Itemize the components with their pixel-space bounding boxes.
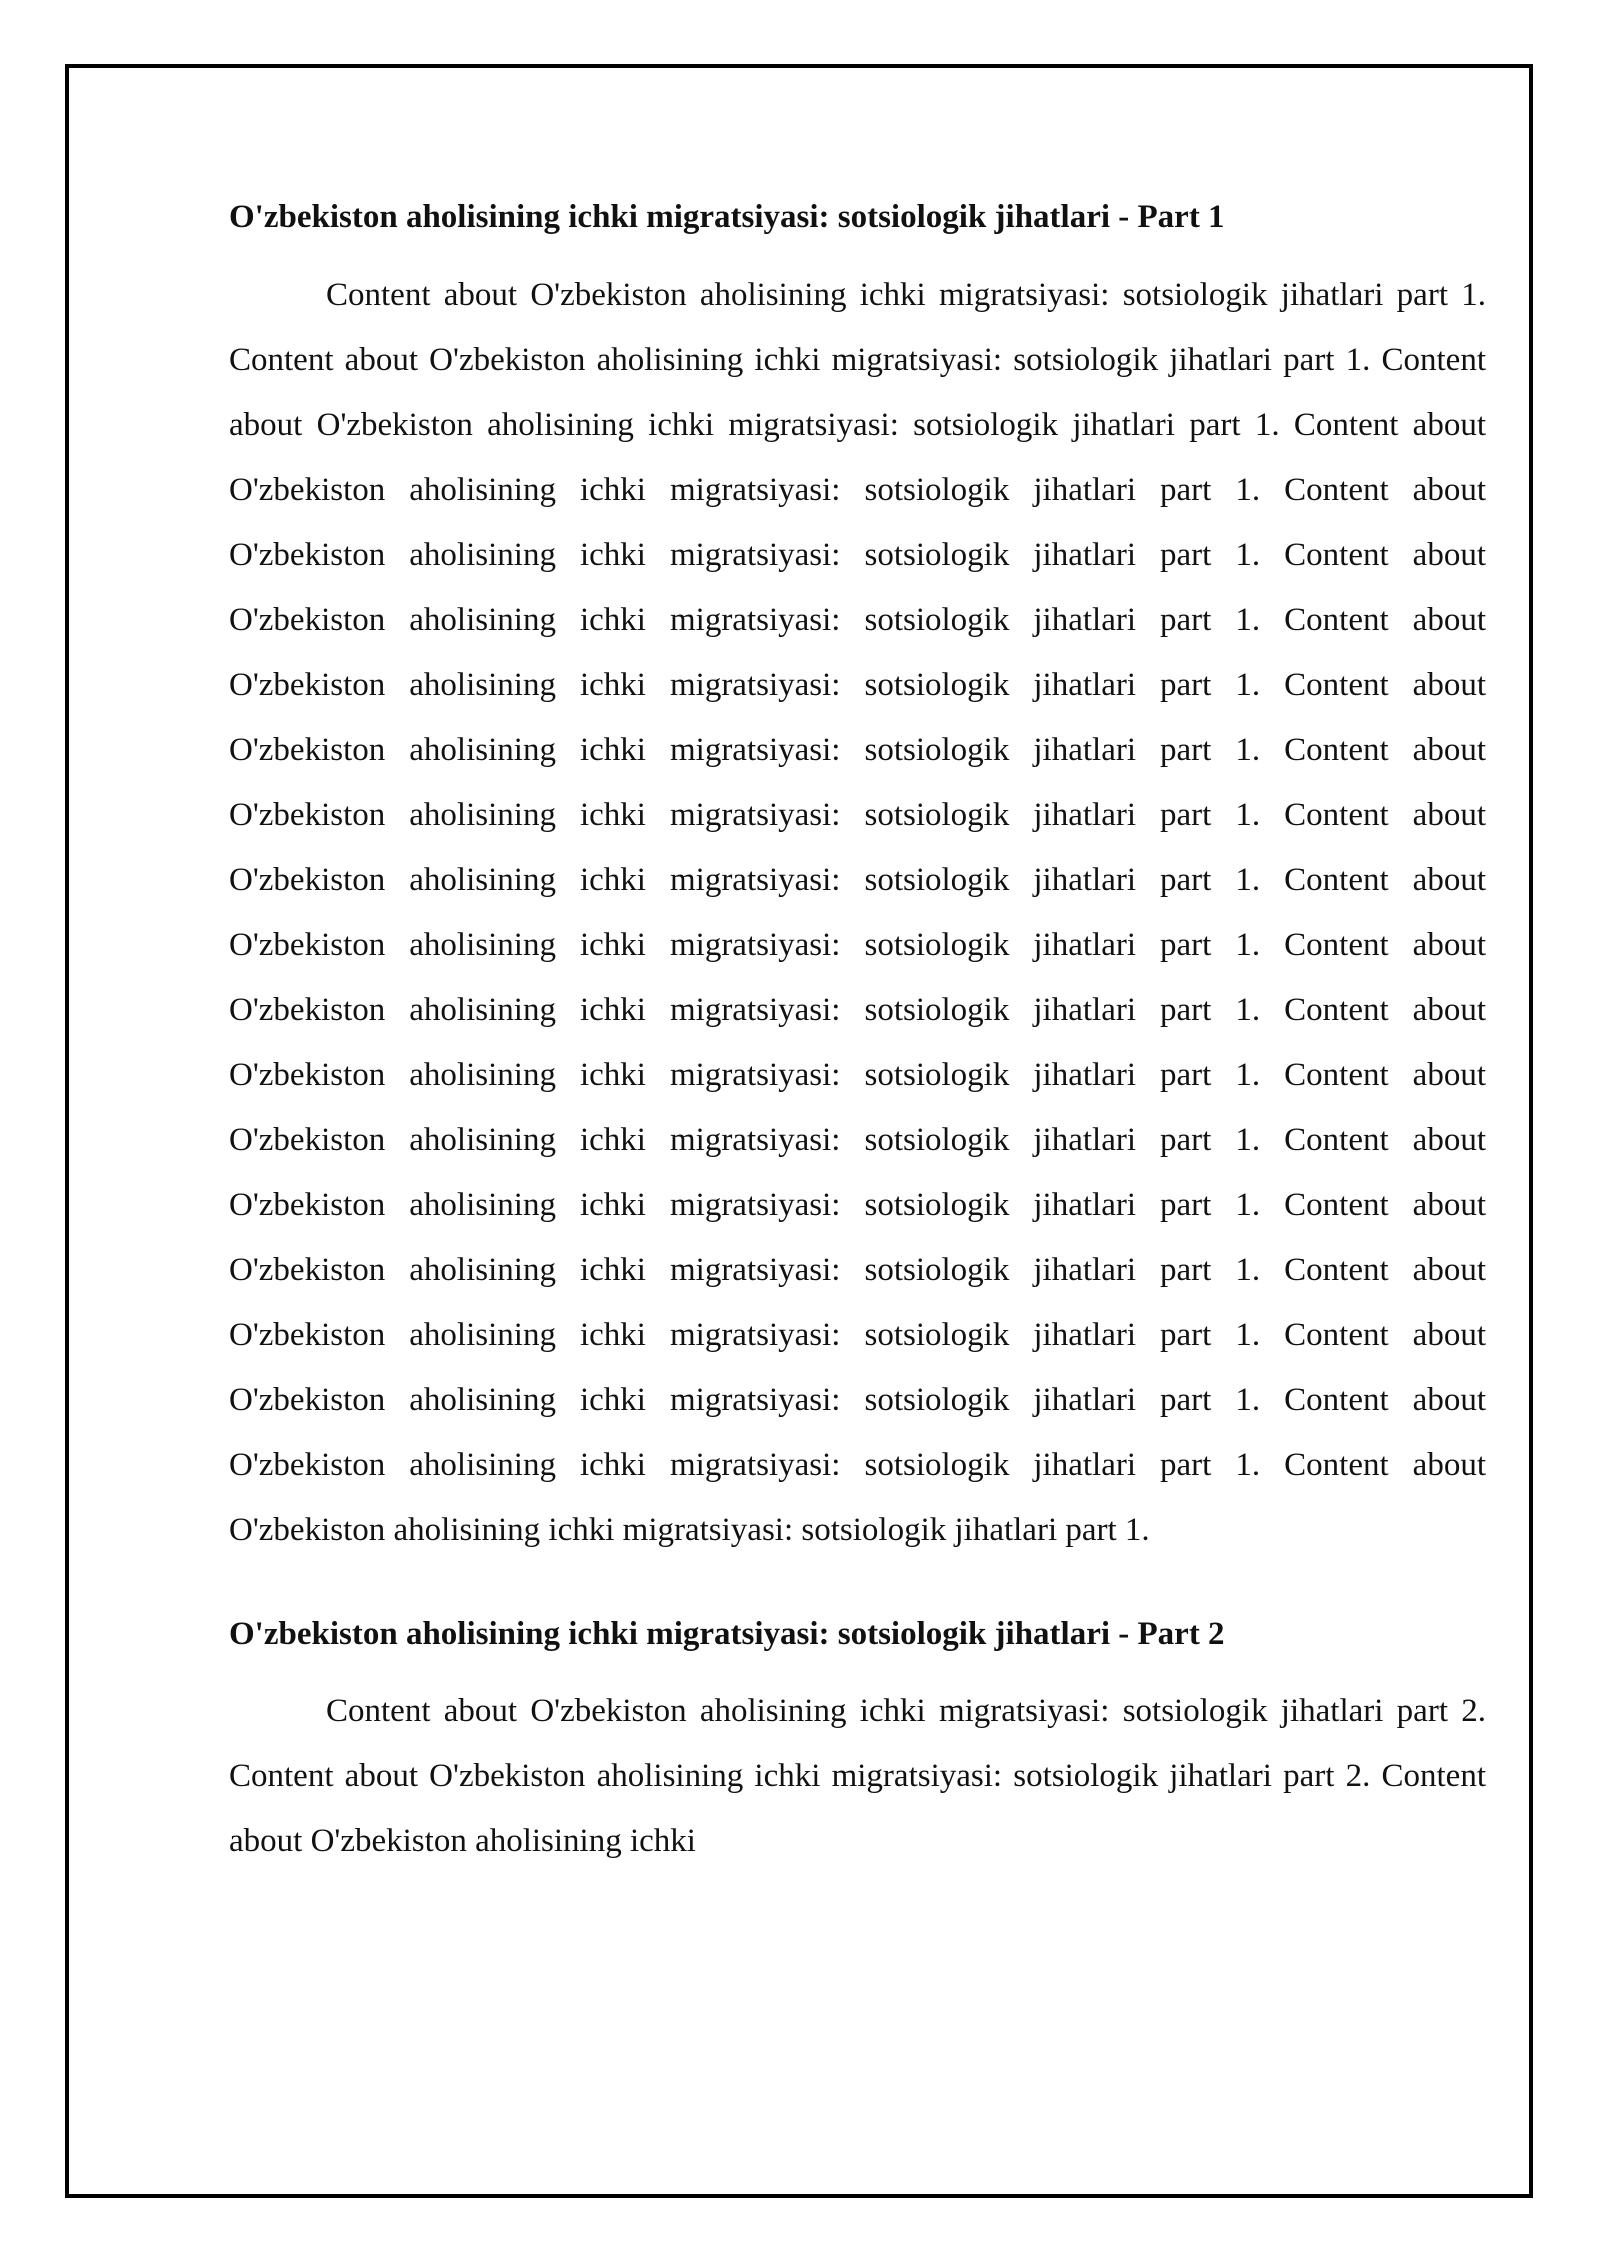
section-heading: O'zbekiston aholisining ichki migratsiyasi: sotsiologik jihatlari - Part 1 xyxy=(229,199,1225,235)
section-heading: O'zbekiston aholisining ichki migratsiyasi: sotsiologik jihatlari - Part 2 xyxy=(229,1615,1225,1652)
section-paragraph: Content about O'zbekiston aholisining ichki migratsiyasi: sotsiologik jihatlari part 1. Content about O'zbekiston aholisining ichki migratsiyasi: sotsiologik jihatlari part 1. Content about O'zbekiston aholisining ichki migratsiyasi: sotsiologik jihatlari part 1. Content about O'zbekiston aholisining ichki migratsiyasi: sotsiologik jihatlari part 1. Content about O'zbekiston aholisining ichki migratsiyasi: sotsiologik jihatlari part 1. Content about O'zbekiston aholisining ichki migratsiyasi: sotsiologik jihatlari part 1. Content about O'zbekiston aholisining ichki migratsiyasi: sotsiologik jihatlari part 1. Content about O'zbekiston aholisining ichki migratsiyasi: sotsiologik jihatlari part 1. Content about O'zbekiston aholisining ichki migratsiyasi: sotsiologik jihatlari part 1. Content about O'zbekiston aholisining ichki migratsiyasi: sotsiologik jihatlari part 1. Content about O'zbekiston aholisining ichki migratsiyasi: sotsiologik jihatlari part 1. Content about O'zbekiston aholisining ichki migratsiyasi: sotsiologik jihatlari part 1. Content about O'zbekiston aholisining ichki migratsiyasi: sotsiologik jihatlari part 1. Content about O'zbekiston aholisining ichki migratsiyasi: sotsiologik jihatlari part 1. Content about O'zbekiston aholisining ichki migratsiyasi: sotsiologik jihatlari part 1. Content about O'zbekiston aholisining ichki migratsiyasi: sotsiologik jihatlari part 1. Content about O'zbekiston aholisining ichki migratsiyasi: sotsiologik jihatlari part 1. Content about O'zbekiston aholisining ichki migratsiyasi: sotsiologik jihatlari part 1. Content about O'zbekiston aholisining ichki migratsiyasi: sotsiologik jihatlari part 1. Content about O'zbekiston aholisining ichki migratsiyasi: sotsiologik jihatlari part 1. xyxy=(229,276,1486,1548)
document-content xyxy=(229,198,1486,1874)
section-part-2 xyxy=(229,1615,1486,1875)
section-part-1 xyxy=(229,198,1486,1563)
section-paragraph: Content about O'zbekiston aholisining ichki migratsiyasi: sotsiologik jihatlari part 2. Content about O'zbekiston aholisining ichki migratsiyasi: sotsiologik jihatlari part 2. Content about O'zbekiston aholisining ichki xyxy=(229,1693,1486,1860)
